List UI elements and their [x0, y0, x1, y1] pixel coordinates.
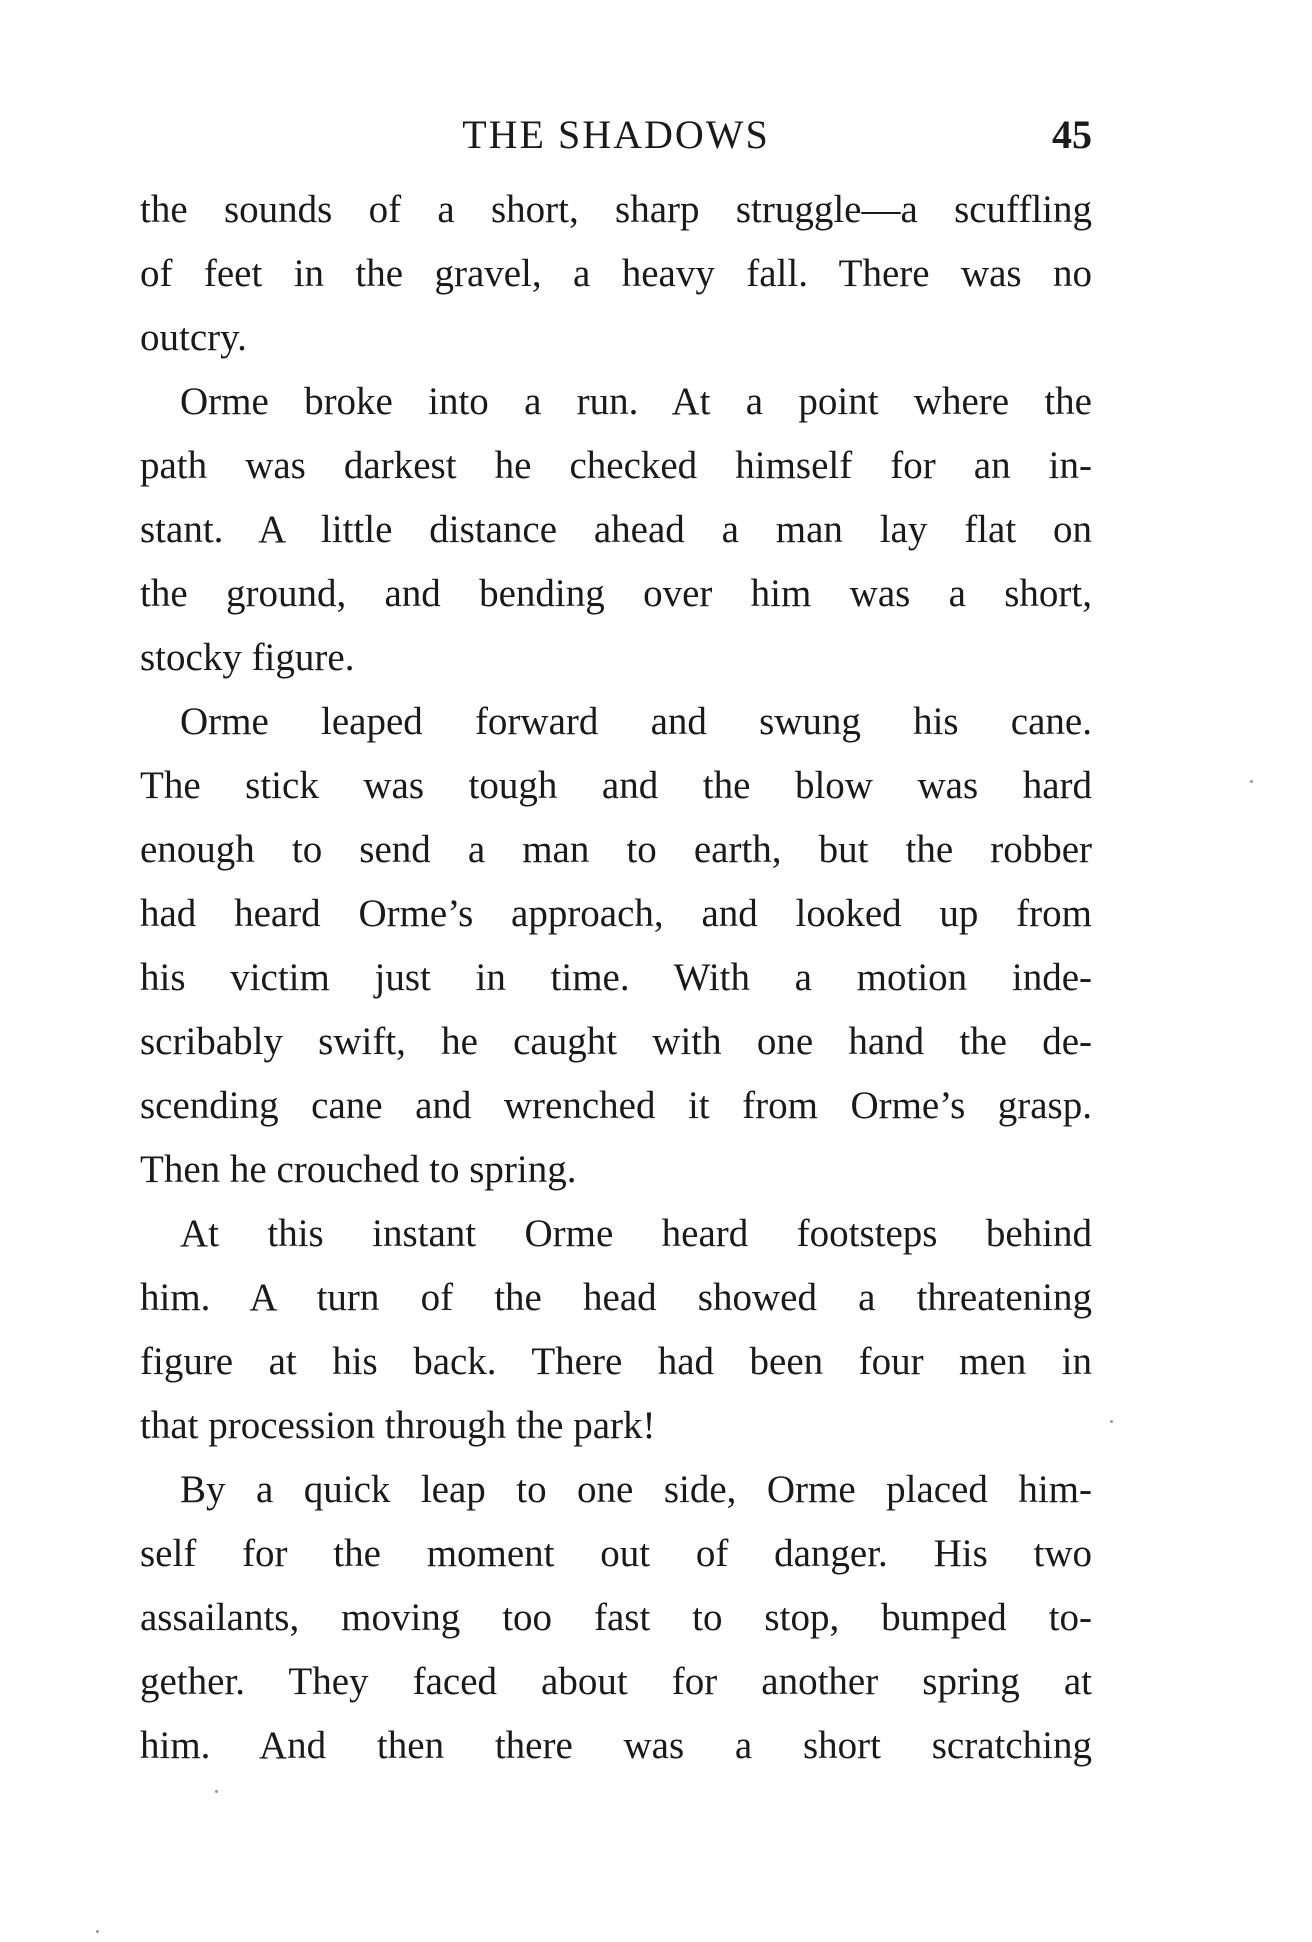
text-line: stant. A little distance ahead a man lay flat on — [140, 508, 1092, 551]
page-number: 45 — [1052, 112, 1092, 157]
text-line: By a quick leap to one side, Orme placed him- — [180, 1468, 1092, 1511]
text-line: the ground, and bending over him was a short, — [140, 572, 1092, 615]
text-line: that procession through the park! — [140, 1404, 656, 1447]
text-line: self for the moment out of danger. His two — [140, 1532, 1092, 1575]
text-line: assailants, moving too fast to stop, bumped to- — [140, 1596, 1092, 1639]
running-title: THE SHADOWS — [462, 112, 770, 157]
text-line: had heard Orme’s approach, and looked up from — [140, 892, 1092, 935]
body-text — [140, 178, 1092, 1778]
text-line: him. A turn of the head showed a threatening — [140, 1276, 1092, 1319]
text-line: enough to send a man to earth, but the robber — [140, 828, 1092, 871]
text-line: stocky figure. — [140, 636, 355, 679]
running-head — [140, 110, 1092, 160]
paper-speck — [1250, 780, 1253, 783]
text-line: Orme broke into a run. At a point where the — [180, 380, 1092, 423]
text-line: him. And then there was a short scratching — [140, 1724, 1092, 1767]
text-line: figure at his back. There had been four men in — [140, 1340, 1092, 1383]
text-line: outcry. — [140, 316, 247, 359]
text-line: the sounds of a short, sharp struggle—a scuffling — [140, 188, 1092, 231]
text-line: path was darkest he checked himself for an in- — [140, 444, 1092, 487]
paper-speck — [215, 1790, 218, 1793]
text-line: Orme leaped forward and swung his cane. — [180, 700, 1092, 743]
text-line: The stick was tough and the blow was hard — [140, 764, 1092, 807]
paper-speck — [1110, 1420, 1113, 1423]
text-line: of feet in the gravel, a heavy fall. There was no — [140, 252, 1092, 295]
text-line: his victim just in time. With a motion inde- — [140, 956, 1092, 999]
paper-speck — [96, 1930, 99, 1933]
text-line: scending cane and wrenched it from Orme’s grasp. — [140, 1084, 1092, 1127]
text-line: Then he crouched to spring. — [140, 1148, 577, 1191]
text-line: gether. They faced about for another spring at — [140, 1660, 1092, 1703]
text-line: At this instant Orme heard footsteps behind — [180, 1212, 1092, 1255]
text-line: scribably swift, he caught with one hand the de- — [140, 1020, 1092, 1063]
